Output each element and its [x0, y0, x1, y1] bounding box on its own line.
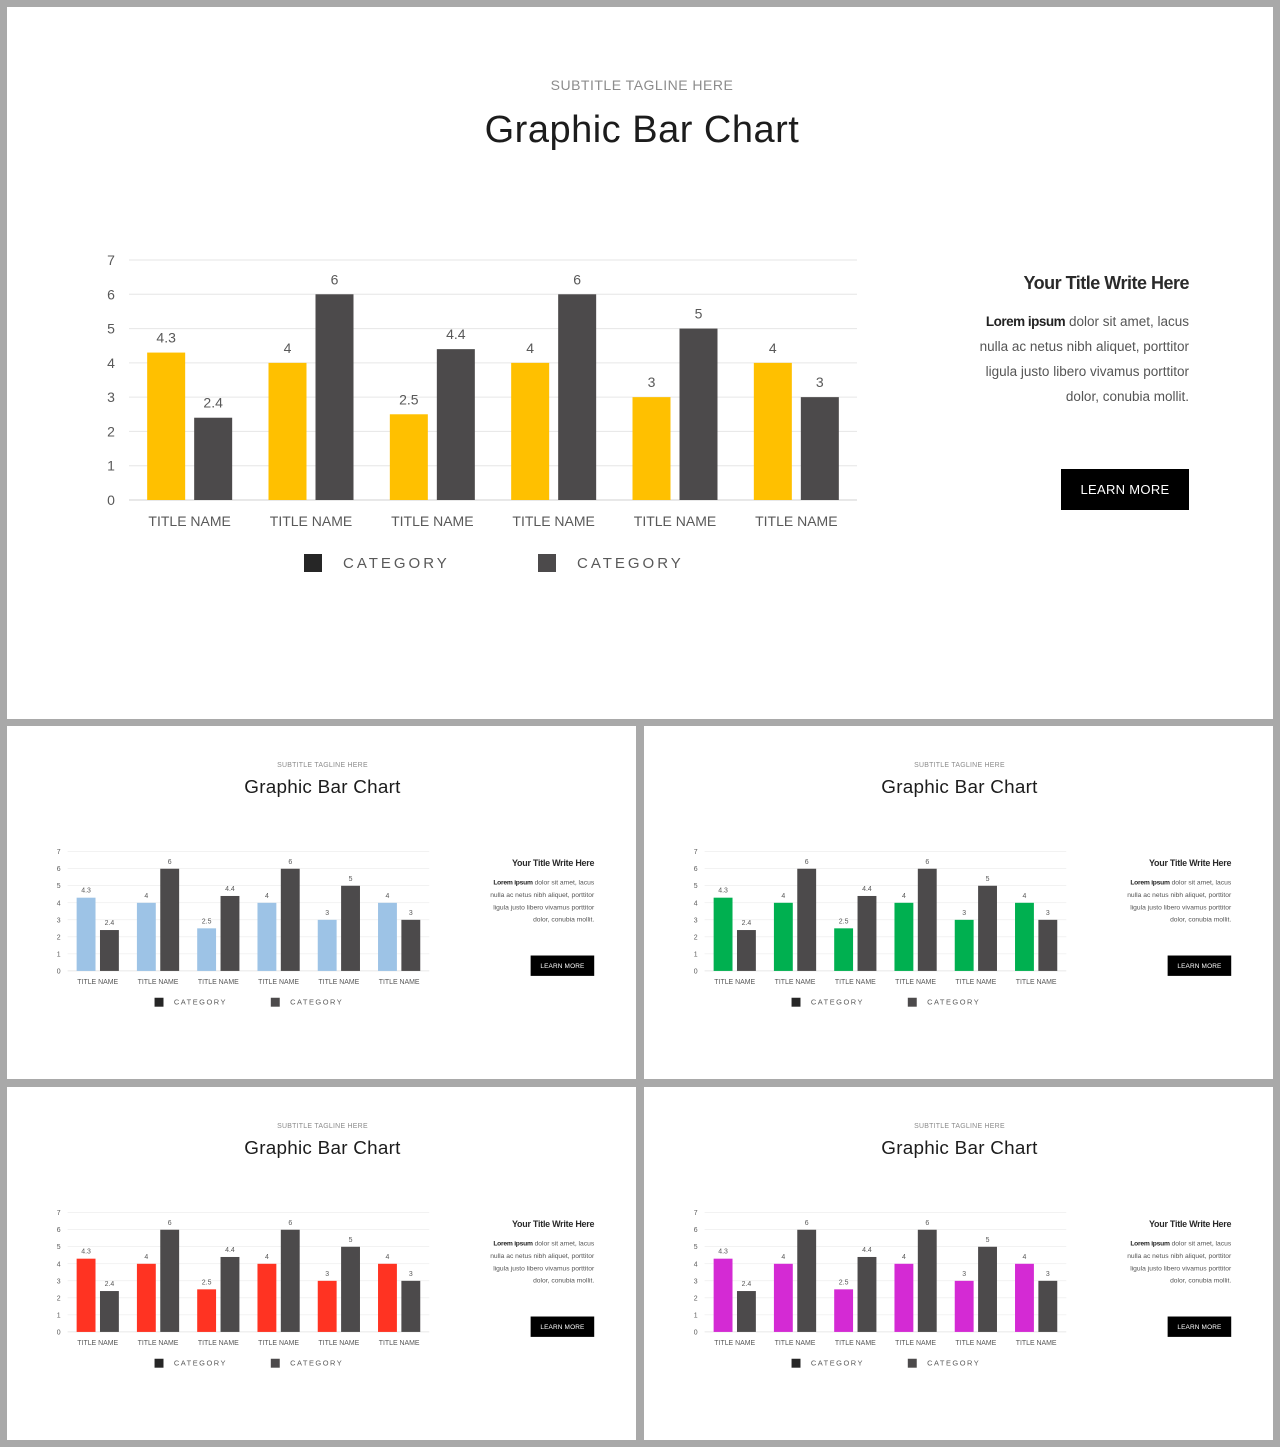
- side-body-bold: Lorem ipsum: [493, 1239, 533, 1247]
- legend-label: CATEGORY: [810, 997, 864, 1007]
- x-tick-label: TITLE NAME: [714, 1339, 756, 1347]
- bar-series-1: [257, 1264, 276, 1332]
- side-title: Your Title Write Here: [1023, 273, 1189, 293]
- slide-red: [7, 1087, 636, 1440]
- slide-content: [644, 726, 1273, 1079]
- x-tick-label: TITLE NAME: [895, 1339, 937, 1347]
- data-label: 5: [985, 1236, 990, 1244]
- x-tick-label: TITLE NAME: [137, 978, 179, 986]
- x-tick-label: TITLE NAME: [1015, 978, 1057, 986]
- y-tick-label: 1: [693, 1312, 698, 1320]
- side-body-text: dolor sit amet, lacus nulla ac netus nibh aliquet, porttitor ligula justo libero vivamus porttitor dolor, conubia mollit.: [1127, 1239, 1232, 1285]
- side-body-bold: Lorem ipsum: [985, 314, 1066, 329]
- bar-series-2: [918, 869, 937, 971]
- slide-magenta: [644, 1087, 1273, 1440]
- y-tick-label: 2: [693, 934, 698, 942]
- data-label: 2.4: [741, 1281, 752, 1289]
- bar-series-1: [774, 903, 793, 971]
- bar-series-2: [978, 1247, 997, 1332]
- y-tick-label: 0: [107, 492, 115, 508]
- x-tick-label: TITLE NAME: [955, 978, 997, 986]
- bar-series-1: [894, 903, 913, 971]
- x-tick-label: TITLE NAME: [955, 1339, 997, 1347]
- x-tick-label: TITLE NAME: [512, 513, 595, 529]
- slide-green: [644, 726, 1273, 1079]
- y-tick-label: 4: [107, 354, 115, 371]
- bar-series-1: [147, 353, 185, 500]
- slide-content: [7, 1087, 636, 1440]
- bar-series-1: [378, 903, 397, 971]
- x-tick-label: TITLE NAME: [148, 513, 231, 529]
- x-tick-label: TITLE NAME: [895, 978, 937, 986]
- y-tick-label: 5: [693, 1244, 698, 1252]
- bar-series-1: [197, 1289, 216, 1332]
- x-tick-label: TITLE NAME: [774, 978, 816, 986]
- bar-series-1: [714, 898, 733, 971]
- y-tick-label: 2: [56, 934, 61, 942]
- bar-series-2: [797, 1230, 816, 1332]
- data-label: 4.3: [81, 1248, 91, 1256]
- side-body-bold: Lorem ipsum: [1130, 878, 1170, 886]
- data-label: 2.5: [201, 1279, 212, 1287]
- legend-label: CATEGORY: [343, 555, 450, 572]
- legend-swatch: [271, 998, 280, 1007]
- bar-series-1: [77, 898, 96, 971]
- side-body-text: dolor sit amet, lacus nulla ac netus nibh aliquet, porttitor ligula justo libero vivamus porttitor dolor, conubia mollit.: [490, 1239, 595, 1285]
- subtitle: SUBTITLE TAGLINE HERE: [277, 760, 368, 769]
- bar-series-2: [1038, 920, 1057, 971]
- data-label: 3: [1045, 909, 1050, 917]
- bar-series-1: [511, 363, 549, 500]
- side-body: [1121, 1237, 1231, 1287]
- data-label: 6: [804, 1219, 809, 1227]
- side-body: [1121, 876, 1231, 926]
- legend-label: CATEGORY: [577, 555, 684, 572]
- slide-content: [7, 7, 1273, 719]
- slide-main: [7, 7, 1273, 719]
- side-body-bold: Lorem ipsum: [1130, 1239, 1170, 1247]
- data-label: 3: [325, 909, 330, 917]
- data-label: 4.3: [718, 1248, 728, 1256]
- bar-series-1: [834, 1289, 853, 1332]
- data-label: 6: [925, 858, 930, 866]
- data-label: 4: [144, 1253, 149, 1261]
- slide-title: Graphic Bar Chart: [244, 1137, 401, 1159]
- y-tick-label: 6: [693, 1227, 698, 1235]
- y-tick-label: 0: [56, 968, 61, 976]
- side-body-text: dolor sit amet, lacus nulla ac netus nibh aliquet, porttitor ligula justo libero vivamus porttitor dolor, conubia mollit.: [1127, 878, 1232, 924]
- legend-swatch: [155, 1359, 164, 1368]
- data-label: 4: [901, 892, 906, 900]
- x-tick-label: TITLE NAME: [391, 513, 474, 529]
- side-title: Your Title Write Here: [511, 1219, 595, 1230]
- legend-label: CATEGORY: [290, 1358, 344, 1368]
- bar-series-1: [318, 920, 337, 971]
- data-label: 4: [901, 1253, 906, 1261]
- data-label: 5: [348, 1236, 353, 1244]
- bar-series-2: [100, 930, 119, 971]
- y-tick-label: 4: [56, 900, 61, 908]
- subtitle: SUBTITLE TAGLINE HERE: [550, 77, 734, 93]
- side-title: Your Title Write Here: [1148, 858, 1232, 869]
- learn-more-button[interactable]: LEARN MORE: [1168, 956, 1232, 976]
- legend-label: CATEGORY: [290, 997, 344, 1007]
- data-label: 4.3: [156, 329, 176, 346]
- bar-series-2: [797, 869, 816, 971]
- data-label: 4.3: [718, 887, 728, 895]
- bar-series-1: [378, 1264, 397, 1332]
- data-label: 3: [962, 1270, 967, 1278]
- y-tick-label: 4: [693, 1261, 698, 1269]
- data-label: 4: [283, 339, 292, 356]
- x-tick-label: TITLE NAME: [269, 513, 353, 529]
- bar-series-2: [221, 896, 240, 971]
- side-body: [484, 876, 594, 926]
- y-tick-label: 7: [107, 252, 115, 268]
- bar-series-1: [633, 397, 671, 500]
- bar-series-2: [160, 869, 179, 971]
- data-label: 5: [348, 875, 353, 883]
- legend-label: CATEGORY: [927, 997, 981, 1007]
- side-body-bold: Lorem ipsum: [493, 878, 533, 886]
- legend-swatch: [155, 998, 164, 1007]
- data-label: 4.3: [81, 887, 91, 895]
- x-tick-label: TITLE NAME: [834, 978, 876, 986]
- x-tick-label: TITLE NAME: [77, 1339, 119, 1347]
- legend-label: CATEGORY: [173, 997, 227, 1007]
- x-tick-label: TITLE NAME: [378, 978, 420, 986]
- data-label: 4.4: [225, 1247, 235, 1255]
- x-tick-label: TITLE NAME: [197, 978, 239, 986]
- data-label: 6: [288, 1219, 293, 1227]
- y-tick-label: 3: [56, 1278, 61, 1286]
- y-tick-label: 0: [693, 968, 698, 976]
- x-tick-label: TITLE NAME: [258, 978, 300, 986]
- y-tick-label: 5: [107, 320, 115, 337]
- bar-series-2: [858, 896, 877, 971]
- x-tick-label: TITLE NAME: [258, 1339, 300, 1347]
- data-label: 6: [573, 271, 582, 288]
- y-tick-label: 4: [56, 1261, 61, 1269]
- bar-series-1: [137, 1264, 156, 1332]
- bar-series-2: [680, 329, 718, 500]
- legend-swatch: [908, 1359, 917, 1368]
- data-label: 3: [408, 1270, 413, 1278]
- x-tick-label: TITLE NAME: [834, 1339, 876, 1347]
- bar-series-2: [918, 1230, 937, 1332]
- data-label: 4: [1022, 1253, 1027, 1261]
- y-tick-label: 7: [56, 1210, 61, 1218]
- data-label: 6: [330, 271, 339, 288]
- slide-content: [7, 726, 636, 1079]
- data-label: 5: [694, 305, 703, 322]
- subtitle: SUBTITLE TAGLINE HERE: [277, 1121, 368, 1130]
- data-label: 2.5: [838, 918, 849, 926]
- legend-label: CATEGORY: [173, 1358, 227, 1368]
- data-label: 4.4: [862, 886, 872, 894]
- data-label: 3: [408, 909, 413, 917]
- y-tick-label: 7: [693, 1210, 698, 1218]
- data-label: 4: [264, 1253, 269, 1261]
- bar-series-1: [834, 928, 853, 971]
- x-tick-label: TITLE NAME: [77, 978, 119, 986]
- slide-title: Graphic Bar Chart: [881, 776, 1038, 798]
- data-label: 6: [804, 858, 809, 866]
- y-tick-label: 0: [56, 1329, 61, 1337]
- y-tick-label: 3: [693, 1278, 698, 1286]
- x-tick-label: TITLE NAME: [318, 1339, 360, 1347]
- data-label: 3: [647, 374, 656, 391]
- bar-series-2: [401, 920, 420, 971]
- bar-series-2: [341, 886, 360, 971]
- bar-series-1: [1015, 903, 1034, 971]
- data-label: 4.4: [225, 886, 235, 894]
- bar-series-2: [281, 869, 300, 971]
- y-tick-label: 5: [693, 883, 698, 891]
- bar-series-1: [390, 414, 428, 500]
- data-label: 2.5: [399, 391, 419, 408]
- bar-series-1: [955, 1281, 974, 1332]
- bar-series-2: [801, 397, 839, 500]
- data-label: 5: [985, 875, 990, 883]
- y-tick-label: 0: [693, 1329, 698, 1337]
- y-tick-label: 6: [56, 1227, 61, 1235]
- x-tick-label: TITLE NAME: [197, 1339, 239, 1347]
- data-label: 4: [1022, 892, 1027, 900]
- data-label: 4.4: [862, 1247, 872, 1255]
- y-tick-label: 3: [107, 389, 115, 406]
- learn-more-button[interactable]: LEARN MORE: [531, 956, 595, 976]
- data-label: 4: [264, 892, 269, 900]
- bar-series-2: [858, 1257, 877, 1332]
- legend-label: CATEGORY: [810, 1358, 864, 1368]
- subtitle: SUBTITLE TAGLINE HERE: [914, 760, 1005, 769]
- bar-series-2: [100, 1291, 119, 1332]
- bar-series-2: [978, 886, 997, 971]
- x-tick-label: TITLE NAME: [378, 1339, 420, 1347]
- data-label: 3: [962, 909, 967, 917]
- y-tick-label: 1: [107, 457, 115, 474]
- data-label: 4: [144, 892, 149, 900]
- y-tick-label: 3: [693, 917, 698, 925]
- bar-series-2: [1038, 1281, 1057, 1332]
- bar-series-1: [754, 363, 792, 500]
- y-tick-label: 4: [693, 900, 698, 908]
- y-tick-label: 3: [56, 917, 61, 925]
- slide-title: Graphic Bar Chart: [484, 109, 800, 151]
- data-label: 3: [815, 374, 824, 391]
- bar-series-1: [955, 920, 974, 971]
- bar-series-2: [281, 1230, 300, 1332]
- bar-series-1: [1015, 1264, 1034, 1332]
- y-tick-label: 6: [107, 286, 115, 303]
- x-tick-label: TITLE NAME: [633, 513, 717, 529]
- data-label: 4: [768, 339, 777, 356]
- side-title: Your Title Write Here: [1148, 1219, 1232, 1230]
- legend-swatch: [792, 998, 801, 1007]
- side-body: [967, 309, 1189, 409]
- data-label: 4: [781, 892, 786, 900]
- y-tick-label: 6: [693, 866, 698, 874]
- side-title: Your Title Write Here: [511, 858, 595, 869]
- slide-title: Graphic Bar Chart: [244, 776, 401, 798]
- legend-swatch: [304, 554, 322, 572]
- data-label: 4.4: [446, 326, 466, 343]
- x-tick-label: TITLE NAME: [755, 513, 838, 529]
- bar-series-1: [257, 903, 276, 971]
- data-label: 2.4: [741, 920, 752, 928]
- slide-content: [644, 1087, 1273, 1440]
- y-tick-label: 1: [693, 951, 698, 959]
- y-tick-label: 7: [56, 849, 61, 857]
- x-tick-label: TITLE NAME: [714, 978, 756, 986]
- data-label: 2.4: [203, 394, 223, 411]
- learn-more-button[interactable]: LEARN MORE: [1061, 469, 1189, 510]
- bar-series-2: [316, 294, 354, 500]
- legend-swatch: [792, 1359, 801, 1368]
- legend-label: CATEGORY: [927, 1358, 981, 1368]
- side-body-text: dolor sit amet, lacus nulla ac netus nibh aliquet, porttitor ligula justo libero vivamus porttitor dolor, conubia mollit.: [490, 878, 595, 924]
- bar-series-1: [714, 1259, 733, 1332]
- bar-series-2: [341, 1247, 360, 1332]
- y-tick-label: 2: [693, 1295, 698, 1303]
- bar-series-2: [737, 930, 756, 971]
- y-tick-label: 1: [56, 1312, 61, 1320]
- data-label: 2.4: [104, 1281, 115, 1289]
- y-tick-label: 1: [56, 951, 61, 959]
- data-label: 3: [325, 1270, 330, 1278]
- bar-series-2: [558, 294, 596, 500]
- subtitle: SUBTITLE TAGLINE HERE: [914, 1121, 1005, 1130]
- bar-series-2: [737, 1291, 756, 1332]
- x-tick-label: TITLE NAME: [318, 978, 360, 986]
- bar-series-1: [77, 1259, 96, 1332]
- data-label: 2.5: [838, 1279, 849, 1287]
- bar-series-1: [197, 928, 216, 971]
- data-label: 2.5: [201, 918, 212, 926]
- legend-swatch: [908, 998, 917, 1007]
- bar-series-2: [221, 1257, 240, 1332]
- bar-series-2: [437, 349, 475, 500]
- data-label: 3: [1045, 1270, 1050, 1278]
- learn-more-button[interactable]: LEARN MORE: [531, 1317, 595, 1337]
- bar-series-1: [137, 903, 156, 971]
- bar-series-1: [269, 363, 307, 500]
- y-tick-label: 5: [56, 1244, 61, 1252]
- bar-series-1: [318, 1281, 337, 1332]
- side-body: [484, 1237, 594, 1287]
- legend-swatch: [271, 1359, 280, 1368]
- slide-blue: [7, 726, 636, 1079]
- bar-series-1: [774, 1264, 793, 1332]
- learn-more-button[interactable]: LEARN MORE: [1168, 1317, 1232, 1337]
- bar-series-2: [401, 1281, 420, 1332]
- data-label: 4: [385, 892, 390, 900]
- data-label: 4: [781, 1253, 786, 1261]
- y-tick-label: 7: [693, 849, 698, 857]
- y-tick-label: 5: [56, 883, 61, 891]
- x-tick-label: TITLE NAME: [774, 1339, 816, 1347]
- x-tick-label: TITLE NAME: [137, 1339, 179, 1347]
- side-body-text: dolor sit amet, lacus nulla ac netus nibh aliquet, porttitor ligula justo libero vivamus porttitor dolor, conubia mollit.: [979, 314, 1189, 404]
- bar-series-2: [194, 418, 232, 500]
- data-label: 6: [288, 858, 293, 866]
- y-tick-label: 6: [56, 866, 61, 874]
- data-label: 6: [167, 1219, 172, 1227]
- y-tick-label: 2: [56, 1295, 61, 1303]
- bar-series-1: [894, 1264, 913, 1332]
- data-label: 4: [385, 1253, 390, 1261]
- y-tick-label: 2: [107, 423, 115, 440]
- x-tick-label: TITLE NAME: [1015, 1339, 1057, 1347]
- data-label: 4: [526, 339, 535, 356]
- data-label: 6: [167, 858, 172, 866]
- slide-title: Graphic Bar Chart: [881, 1137, 1038, 1159]
- data-label: 6: [925, 1219, 930, 1227]
- data-label: 2.4: [104, 920, 115, 928]
- legend-swatch: [538, 554, 556, 572]
- bar-series-2: [160, 1230, 179, 1332]
